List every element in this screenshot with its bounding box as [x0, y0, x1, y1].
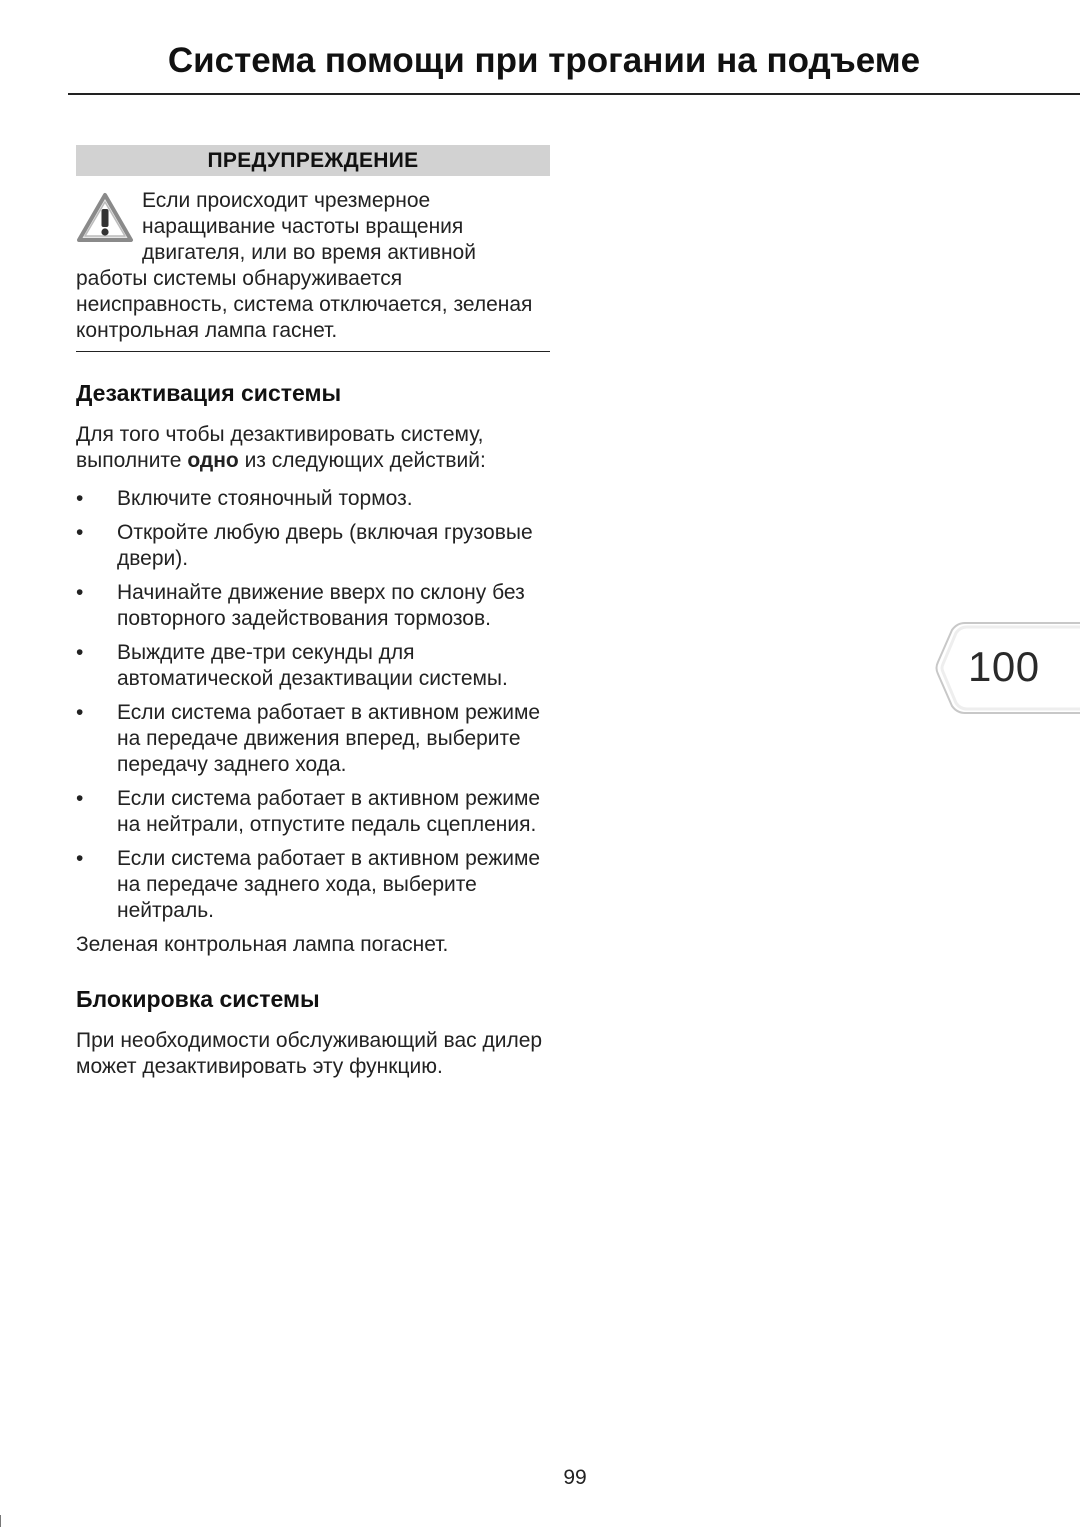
list-item	[76, 520, 550, 572]
list-item-text: Если система работает в активном режиме на нейтрали, отпустите педаль сцепления.	[117, 787, 541, 836]
list-item-text: Если система работает в активном режиме на передаче движения вперед, выберите передачу заднего хода.	[117, 701, 541, 776]
bullet: •	[76, 487, 84, 510]
intro-text-end: из следующих действий:	[238, 449, 486, 472]
tab-page-label: 100	[968, 643, 1040, 690]
bullet: •	[76, 787, 84, 810]
list-item	[76, 700, 550, 778]
bullet: •	[76, 847, 84, 870]
warning-heading: ПРЕДУПРЕЖДЕНИЕ	[76, 145, 550, 176]
list-item-text: Выждите две-три секунды для автоматической дезактивации системы.	[117, 641, 508, 690]
bullet: •	[76, 581, 84, 604]
intro-text: Для того чтобы дезактивировать систему, выполните	[76, 423, 484, 472]
bullet: •	[76, 701, 84, 724]
page-number: 99	[563, 1466, 587, 1489]
intro-bold: одно	[187, 449, 239, 472]
list-item-text: Откройте любую дверь (включая грузовые двери).	[117, 521, 533, 570]
list-item	[76, 580, 550, 632]
list-item-text: Если система работает в активном режиме на передаче заднего хода, выберите нейтраль.	[117, 847, 541, 922]
list-item	[76, 786, 550, 838]
list-item-text: Начинайте движение вверх по склону без повторного задействования тормозов.	[117, 581, 525, 630]
warning-text: Если происходит чрезмерное наращивание частоты вращения двигателя, или во время активной работы системы обнаруживается неисправность, система отключается, зеленая контрольная лампа гаснет.	[76, 189, 533, 342]
list-item	[76, 640, 550, 692]
bullet: •	[76, 521, 84, 544]
edge-mark	[0, 1515, 1, 1527]
deactivation-heading: Дезактивация системы	[76, 380, 342, 406]
warning-triangle-icon	[76, 192, 134, 244]
bullet: •	[76, 641, 84, 664]
page-title: Система помощи при трогании на подъеме	[167, 41, 921, 80]
list-item	[76, 846, 550, 924]
deactivation-intro	[76, 422, 550, 474]
deactivation-closing: Зеленая контрольная лампа погаснет.	[76, 933, 449, 956]
warning-box	[76, 188, 550, 352]
title-rule	[68, 93, 1080, 95]
blocking-text: При необходимости обслуживающий вас дилер может дезактивировать эту функцию.	[76, 1029, 543, 1078]
list-item	[76, 486, 550, 512]
list-item-text: Включите стояночный тормоз.	[117, 487, 413, 510]
blocking-heading: Блокировка системы	[76, 986, 320, 1012]
content-column	[76, 145, 550, 1080]
deactivation-list	[76, 486, 550, 924]
